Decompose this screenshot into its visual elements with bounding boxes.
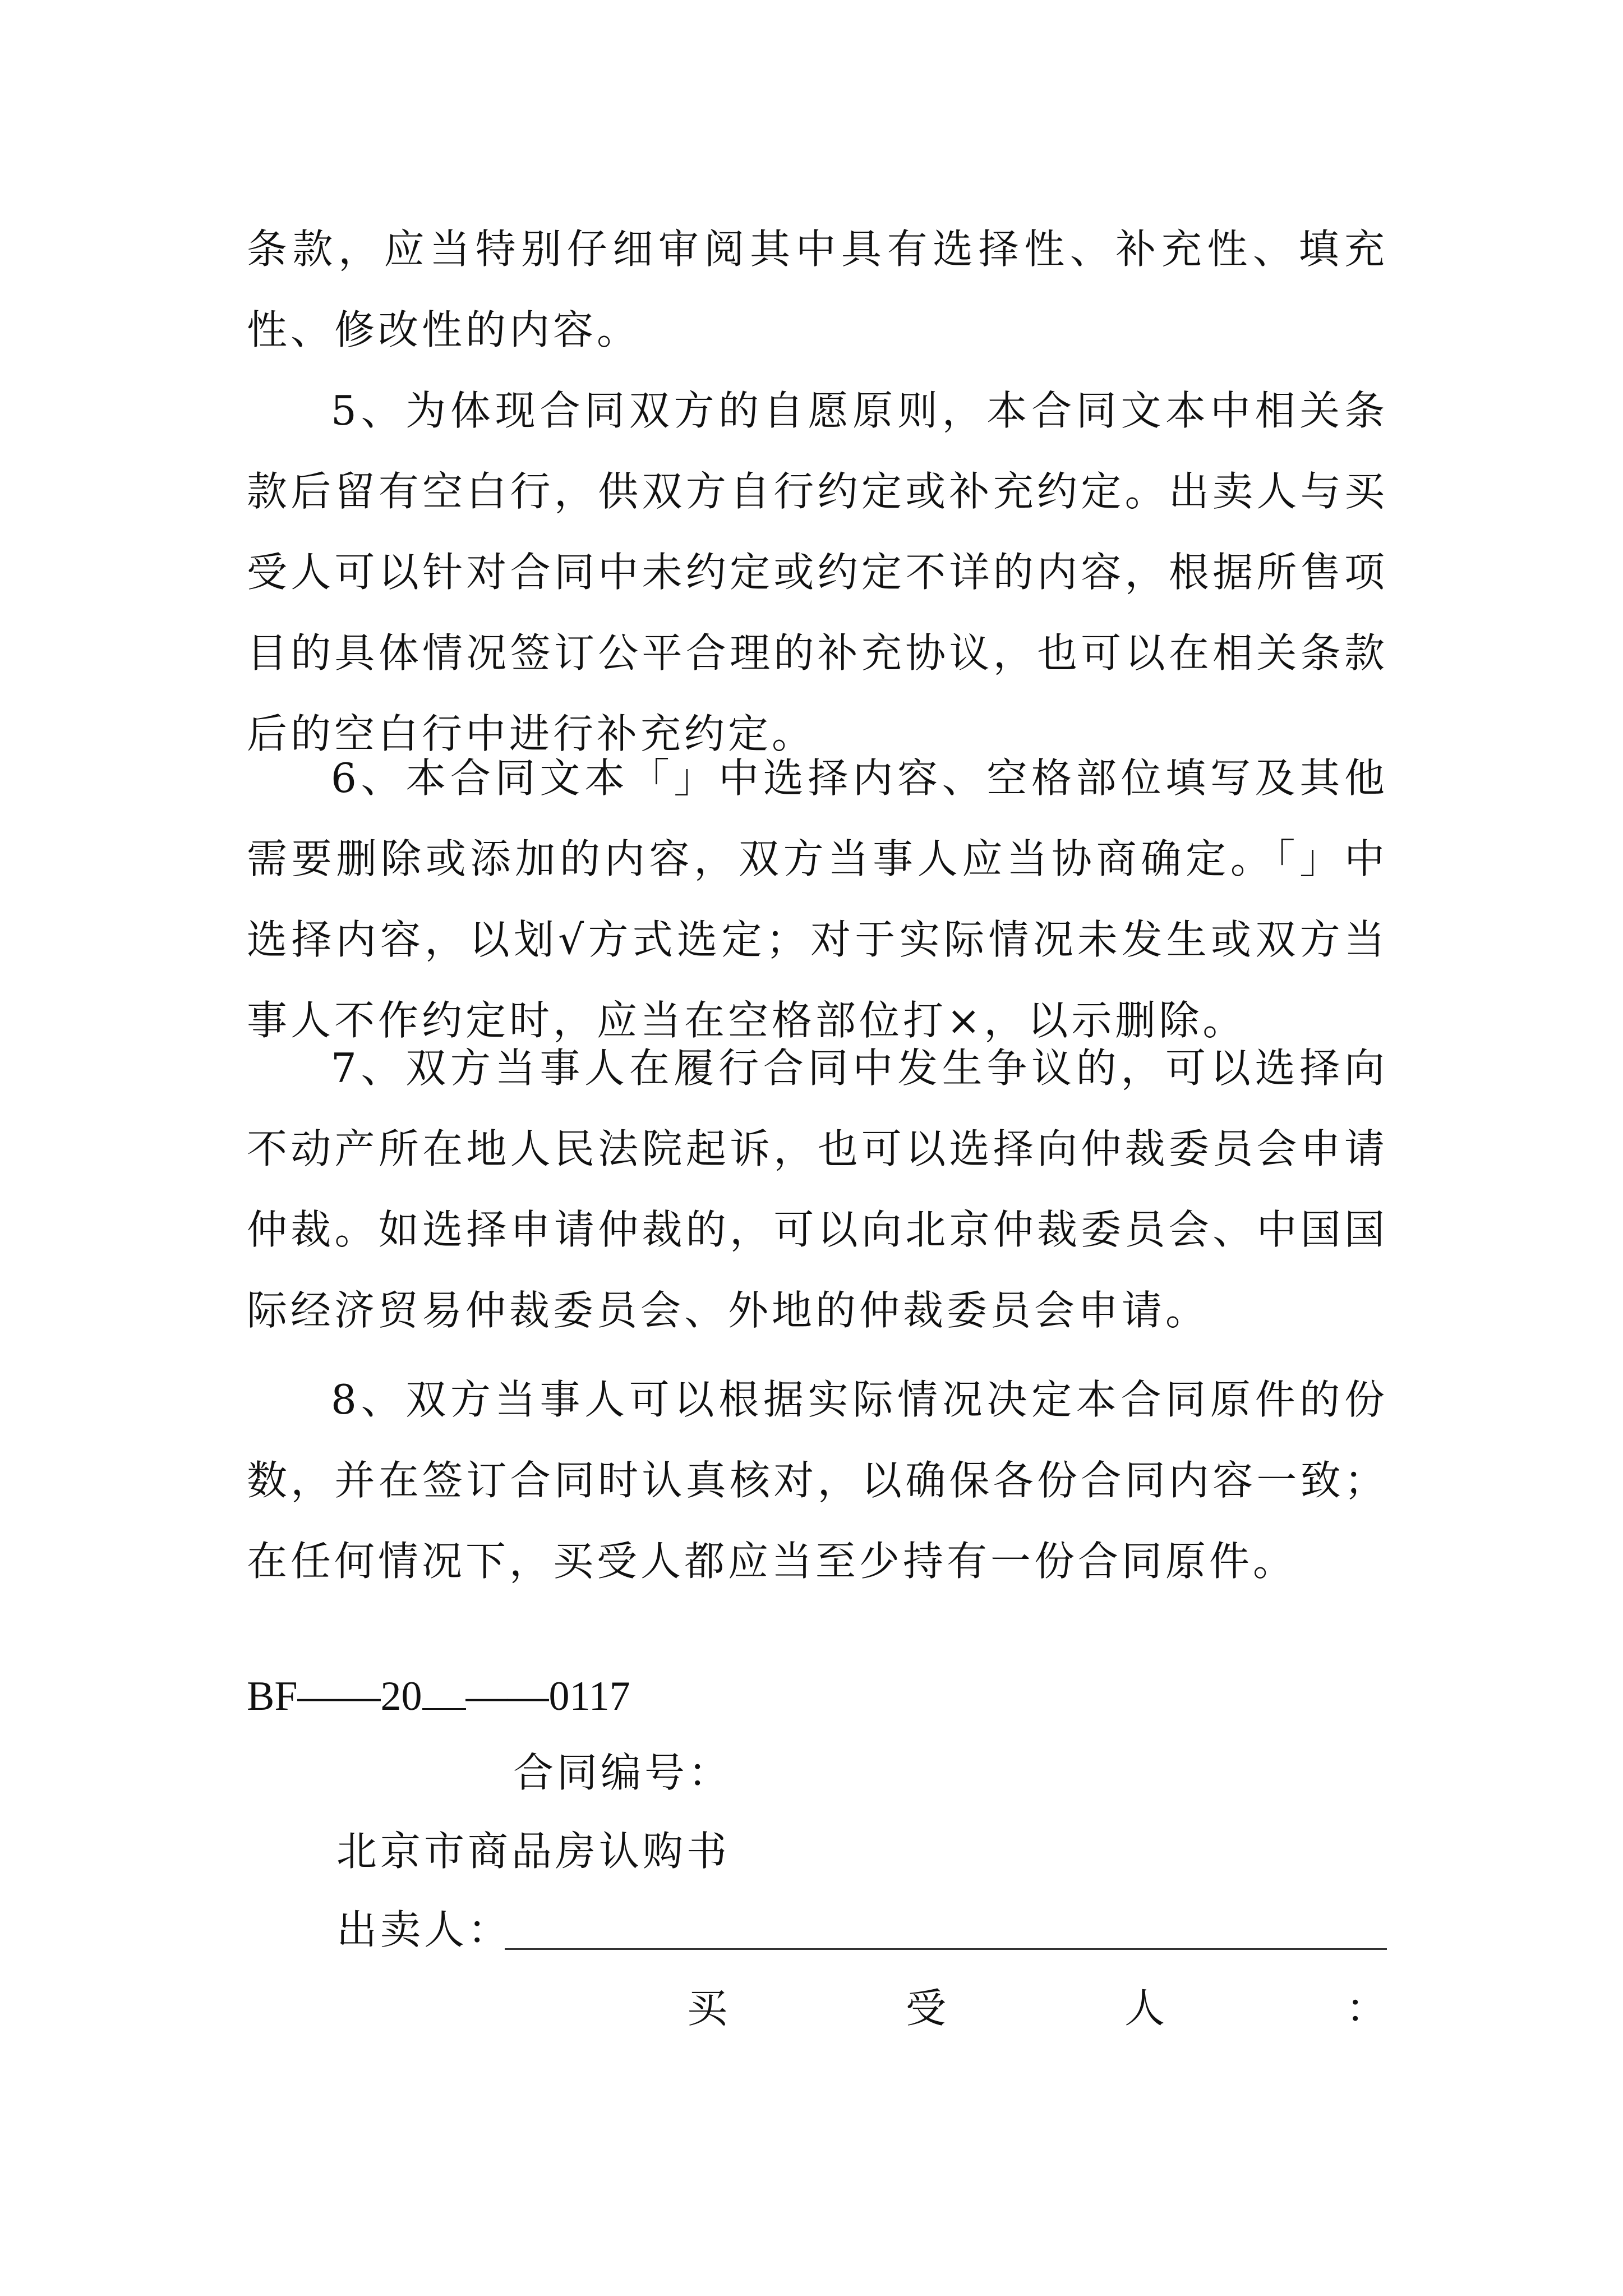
form-code [247, 1668, 630, 1724]
paragraph-6-text: 6、本合同文本「」中选择内容、空格部位填写及其他需要删除或添加的内容，双方当事人应当协商确定。「」中选择内容，以划√方式选定；对于实际情况未发生或双方当事人不作约定时，应当在空格部位打×，以示删除。 [247, 754, 1388, 1044]
paragraph-7 [247, 1028, 1388, 1351]
form-code-year-blank[interactable] [422, 1669, 466, 1710]
paragraph-7-text: 7、双方当事人在履行合同中发生争议的，可以选择向不动产所在地人民法院起诉，也可以选择向仲裁委员会申请仲裁。如选择申请仲裁的，可以向北京仲裁委员会、中国国际经济贸易仲裁委员会、外地的仲裁委员会申请。 [247, 1045, 1388, 1334]
seller-label: 出卖人： [336, 1906, 512, 1953]
paragraph-6 [247, 738, 1388, 1061]
paragraph-continuation: 条款，应当特别仔细审阅其中具有选择性、补充性、填充性、修改性的内容。 [247, 226, 1388, 353]
form-code-suffix: ——0117 [465, 1673, 630, 1719]
document-title: 北京市商品房认购书 [336, 1828, 731, 1875]
contract-number-label: 合同编号： [513, 1749, 732, 1796]
paragraph-5 [247, 370, 1388, 774]
seller-fill-line[interactable] [505, 1948, 1387, 1950]
paragraph-8 [247, 1359, 1388, 1602]
buyer-label-char-3: 人 [1124, 1985, 1165, 2032]
paragraph-8-text: 8、双方当事人可以根据实际情况决定本合同原件的份数，并在签订合同时认真核对，以确保各份合同内容一致；在任何情况下，买受人都应当至少持有一份合同原件。 [247, 1376, 1388, 1585]
paragraph-5-text: 5、为体现合同双方的自愿原则，本合同文本中相关条款后留有空白行，供双方自行约定或补充约定。出卖人与买受人可以针对合同中未约定或约定不详的内容，根据所售项目的具体情况签订公平合理的补充协议，也可以在相关条款后的空白行中进行补充约定。 [247, 387, 1388, 757]
buyer-label-colon: ： [1346, 1985, 1387, 2032]
buyer-label-char-2: 受 [906, 1985, 947, 2032]
buyer-label-char-1: 买 [687, 1985, 728, 2032]
form-code-prefix: BF——20 [247, 1673, 422, 1719]
